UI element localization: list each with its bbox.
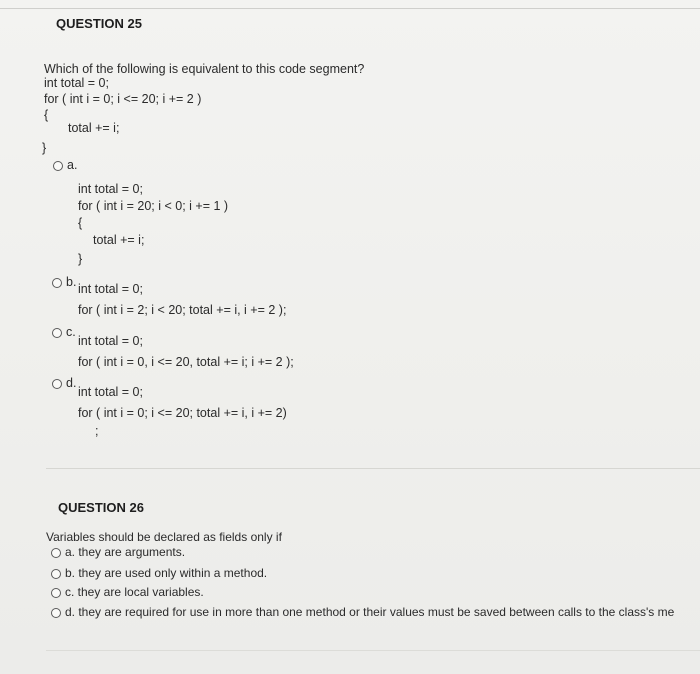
option-a-line: total += i; — [93, 233, 145, 247]
q26-option-a-label: a. they are arguments. — [65, 545, 186, 559]
option-a-line: for ( int i = 20; i < 0; i += 1 ) — [78, 199, 229, 213]
code-line: for ( int i = 0; i <= 20; i += 2 ) — [44, 92, 202, 106]
option-a-line: { — [78, 216, 83, 230]
q26-option-c-label: c. they are local variables. — [65, 585, 204, 599]
question-25-prompt: Which of the following is equivalent to this code segment? — [44, 62, 365, 76]
option-b-letter: b. — [66, 275, 77, 289]
option-d-line: for ( int i = 0; i <= 20; total += i, i += 2) — [78, 406, 287, 420]
option-c-line: for ( int i = 0, i <= 20, total += i; i += 2 ); — [78, 355, 294, 369]
q26-option-b-label: b. they are used only within a method. — [65, 566, 268, 580]
question-26-title: QUESTION 26 — [58, 500, 144, 515]
q26-option-c-radio[interactable] — [51, 588, 61, 598]
option-a-line: } — [78, 252, 83, 266]
code-line: total += i; — [68, 121, 120, 135]
q26-option-d-label: d. they are required for use in more than one method or their values must be saved between calls to the class's me — [65, 605, 675, 619]
option-b-radio[interactable] — [52, 278, 62, 288]
option-d-line: ; — [95, 424, 99, 438]
option-a-letter: a. — [67, 158, 78, 172]
q26-option-d-radio[interactable] — [51, 608, 61, 618]
option-d-line: int total = 0; — [78, 385, 143, 399]
question-divider — [46, 468, 700, 469]
option-a-radio[interactable] — [53, 161, 63, 171]
option-c-line: int total = 0; — [78, 334, 143, 348]
option-a-line: int total = 0; — [78, 182, 143, 196]
code-line: int total = 0; — [44, 76, 109, 90]
question-26-prompt: Variables should be declared as fields only if — [46, 530, 282, 544]
option-b-line: for ( int i = 2; i < 20; total += i, i += 2 ); — [78, 303, 287, 317]
top-divider — [0, 8, 700, 9]
option-b-line: int total = 0; — [78, 282, 143, 296]
option-c-radio[interactable] — [52, 328, 62, 338]
option-d-radio[interactable] — [52, 379, 62, 389]
code-line: } — [42, 141, 47, 155]
question-25-title: QUESTION 25 — [56, 16, 142, 31]
option-d-letter: d. — [66, 376, 77, 390]
option-c-letter: c. — [66, 325, 76, 339]
q26-option-b-radio[interactable] — [51, 569, 61, 579]
code-line: { — [44, 108, 49, 122]
bottom-divider — [46, 650, 700, 651]
q26-option-a-radio[interactable] — [51, 548, 61, 558]
